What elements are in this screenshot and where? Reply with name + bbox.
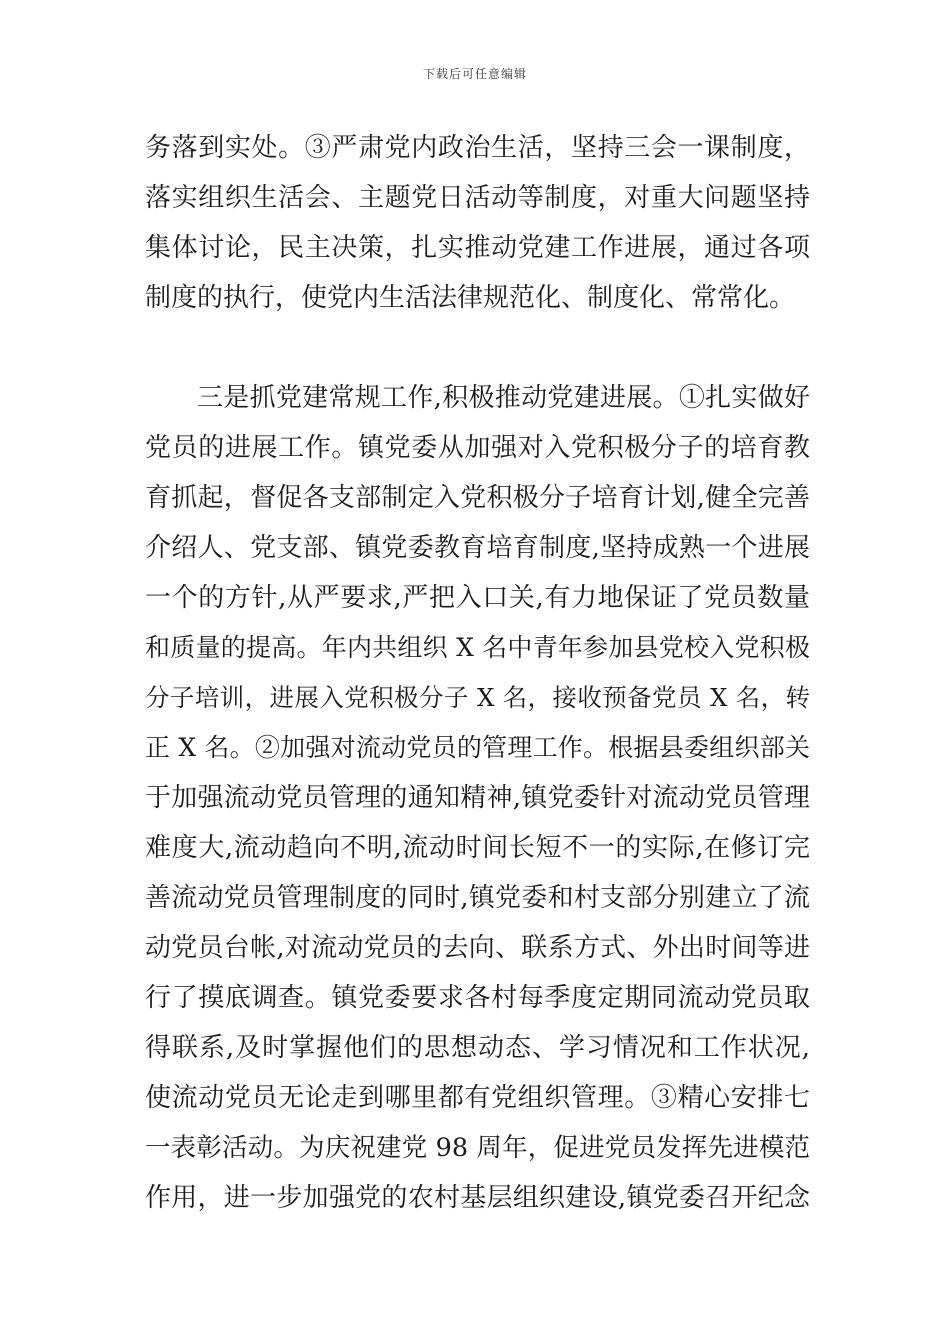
text-line: 集体讨论，民主决策，扎实推动党建工作进展，通过各项	[145, 233, 810, 263]
text-line: 三是抓党建常规工作,积极推动党建进展。①扎实做好	[197, 383, 810, 413]
page-header: 下载后可任意编辑	[422, 67, 527, 81]
text-line: 正 X 名。②加强对流动党员的管理工作。根据县委组织部关	[145, 733, 810, 762]
text-line: 一表彰活动。为庆祝建党 98 周年，促进党员发挥先进模范	[145, 1133, 810, 1163]
text-line: 得联系,及时掌握他们的思想动态、学习情况和工作状况,	[145, 1033, 810, 1063]
text-line: 制度的执行，使党内生活法律规范化、制度化、常常化。	[145, 283, 796, 313]
text-line: 行了摸底调查。镇党委要求各村每季度定期同流动党员取	[145, 983, 810, 1013]
text-line: 分子培训，进展入党积极分子 X 名，接收预备党员 X 名，转	[145, 683, 810, 712]
text-line: 落实组织生活会、主题党日活动等制度，对重大问题坚持	[145, 183, 810, 213]
text-line: 和质量的提高。年内共组织 X 名中青年参加县党校入党积极	[145, 633, 810, 662]
text-line: 动党员台帐,对流动党员的去向、联系方式、外出时间等进	[145, 933, 810, 963]
text-line: 善流动党员管理制度的同时,镇党委和村支部分别建立了流	[145, 883, 810, 913]
text-line: 一个的方针,从严要求,严把入口关,有力地保证了党员数量	[145, 583, 810, 613]
text-line: 务落到实处。③严肃党内政治生活，坚持三会一课制度，	[145, 133, 810, 163]
text-line: 介绍人、党支部、镇党委教育培育制度,坚持成熟一个进展	[145, 533, 810, 563]
text-line: 使流动党员无论走到哪里都有党组织管理。③精心安排七	[145, 1083, 810, 1113]
text-line: 于加强流动党员管理的通知精神,镇党委针对流动党员管理	[145, 783, 810, 813]
text-line: 党员的进展工作。镇党委从加强对入党积极分子的培育教	[145, 433, 810, 463]
text-line: 作用，进一步加强党的农村基层组织建设,镇党委召开纪念	[145, 1183, 810, 1213]
text-line: 育抓起，督促各支部制定入党积极分子培育计划,健全完善	[145, 483, 810, 513]
text-line: 难度大,流动趋向不明,流动时间长短不一的实际,在修订完	[145, 833, 810, 863]
